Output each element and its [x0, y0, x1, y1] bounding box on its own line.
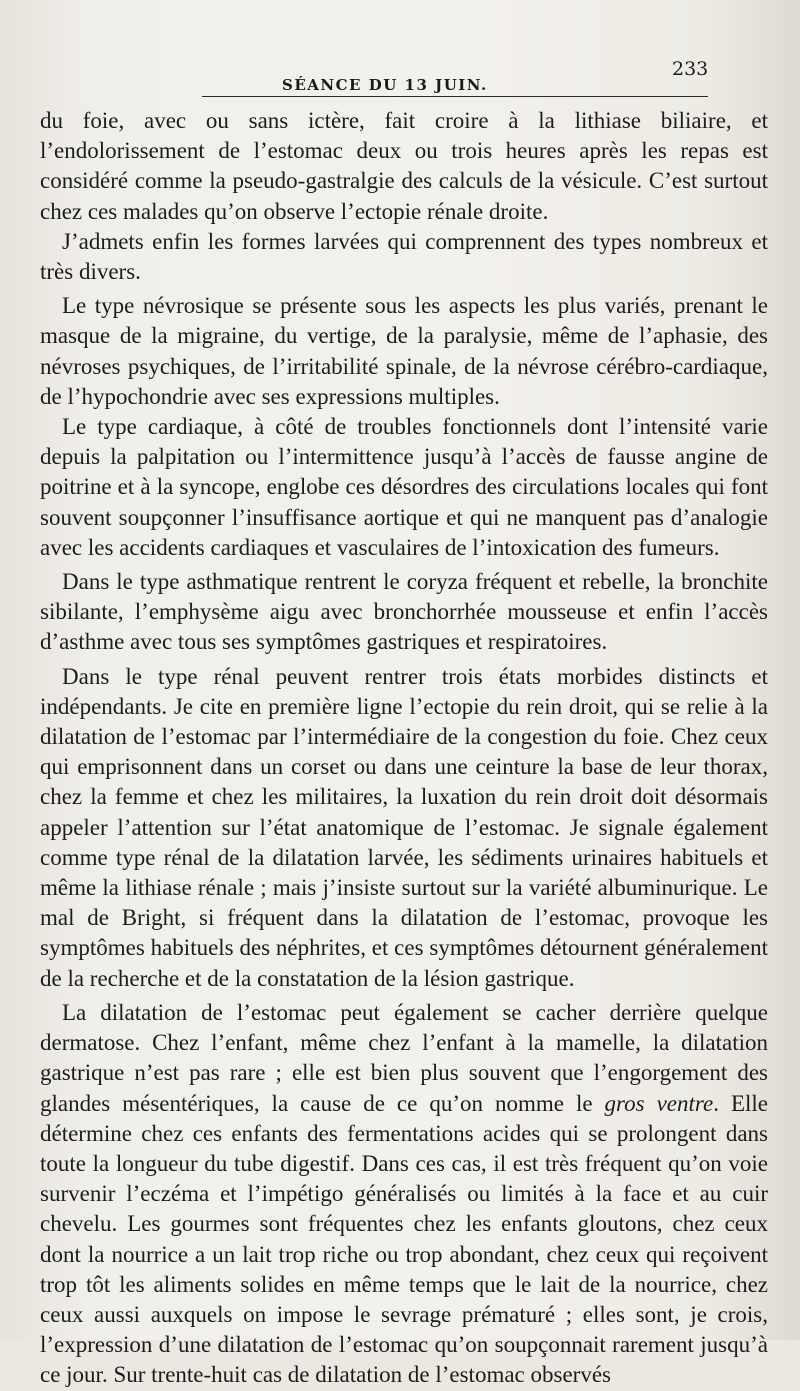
paragraph-asthmatic-type: Dans le type asthmatique rentrent le coryza fréquent et rebelle, la bronchite sibilante, l’emphysème aigu avec bronchorrhée mousseuse et enfin l’accès d’asthme avec tous ses symptômes gastriques et respiratoires.: [40, 569, 768, 655]
body-text: [40, 106, 768, 1391]
dermatosis-text-after: . Elle détermine chez ces enfants des fermentations acides qui se prolongent dans toute la longueur du tube digestif. Dans ces cas, il est très fréquent qu’on voie survenir l’eczéma et l’impétigo généralisés ou limités à la face et au cuir chevelu. Les gourmes sont fréquentes chez les enfants gloutons, chez ceux dont la nourrice a un lait trop riche ou trop abondant, chez ceux qui reçoivent trop tôt les aliments solides en même temps que le lait de la nourrice, chez ceux aussi auxquels on impose le sevrage prématuré ; elles sont, je crois, l’expression d’une dilatation de l’estomac qu’on soupçonnait rarement jusqu’à ce jour. Sur trente-huit cas de dilatation de l’estomac observés: [40, 1090, 768, 1388]
paragraph-continued-liver: du foie, avec ou sans ictère, fait croire à la lithiase biliaire, et l’endolorissement de l’estomac deux ou trois heures après les repas est considéré comme la pseudo-gastralgie des calculs de la vésicule. C’est surtout chez ces malades qu’on observe l’ectopie rénale droite.: [40, 108, 768, 224]
header-rule: [202, 96, 708, 97]
italic-gros-ventre: gros ventre: [604, 1090, 714, 1116]
paragraph-dermatosis: [40, 998, 768, 1391]
dermatosis-text-before: La dilatation de l’estomac peut également se cacher derrière quelque dermatose. Chez l’enfant, même chez l’enfant à la mamelle, la dilatation gastrique n’est pas rare ; elle est bien plus souvent que l’engorgement des glandes mésentériques, la cause de ce qu’on nomme le: [40, 999, 768, 1116]
paragraph-cardiac-type: Le type cardiaque, à côté de troubles fonctionnels dont l’intensité varie depuis la palpitation ou l’intermittence jusqu’à l’accès de fausse angine de poitrine et à la syncope, englobe ces désordres des circulations locales qui font souvent soupçonner l’insuffisance aortique et qui ne manquent pas d’analogie avec les accidents cardiaques et vasculaires de l’intoxication des fumeurs.: [40, 414, 768, 560]
running-head-title: SÉANCE DU 13 JUIN.: [282, 76, 488, 94]
running-head: [0, 58, 800, 94]
page-number: 233: [672, 58, 709, 80]
paragraph-larval-forms: J’admets enfin les formes larvées qui comprennent des types nombreux et très divers.: [40, 228, 768, 285]
paragraph-neurotic-type: Le type névrosique se présente sous les aspects les plus variés, prenant le masque de la migraine, du vertige, de la paralysie, même de l’aphasie, des névroses psychiques, de l’irritabilité spinale, de la névrose cérébro-cardiaque, de l’hypochondrie avec ses expressions multiples.: [40, 293, 768, 409]
paragraph-renal-type: Dans le type rénal peuvent rentrer trois états morbides distincts et indépendants. Je cite en première ligne l’ectopie du rein droit, qui se relie à la dilatation de l’estomac par l’intermédiaire de la congestion du foie. Chez ceux qui emprisonnent dans un corset ou dans une ceinture la base de leur thorax, chez la femme et chez les militaires, la luxation du rein droit doit désormais appeler l’attention sur l’état anatomique de l’estomac. Je signale également comme type rénal de la dilatation larvée, les sédiments urinaires habituels et même la lithiase rénale ; mais j’insiste surtout sur la variété albuminurique. Le mal de Bright, si fréquent dans la dilatation de l’estomac, provoque les symptômes habituels des néphrites, et ces symptômes détournent généralement de la recherche et de la constatation de la lésion gastrique.: [40, 663, 768, 991]
